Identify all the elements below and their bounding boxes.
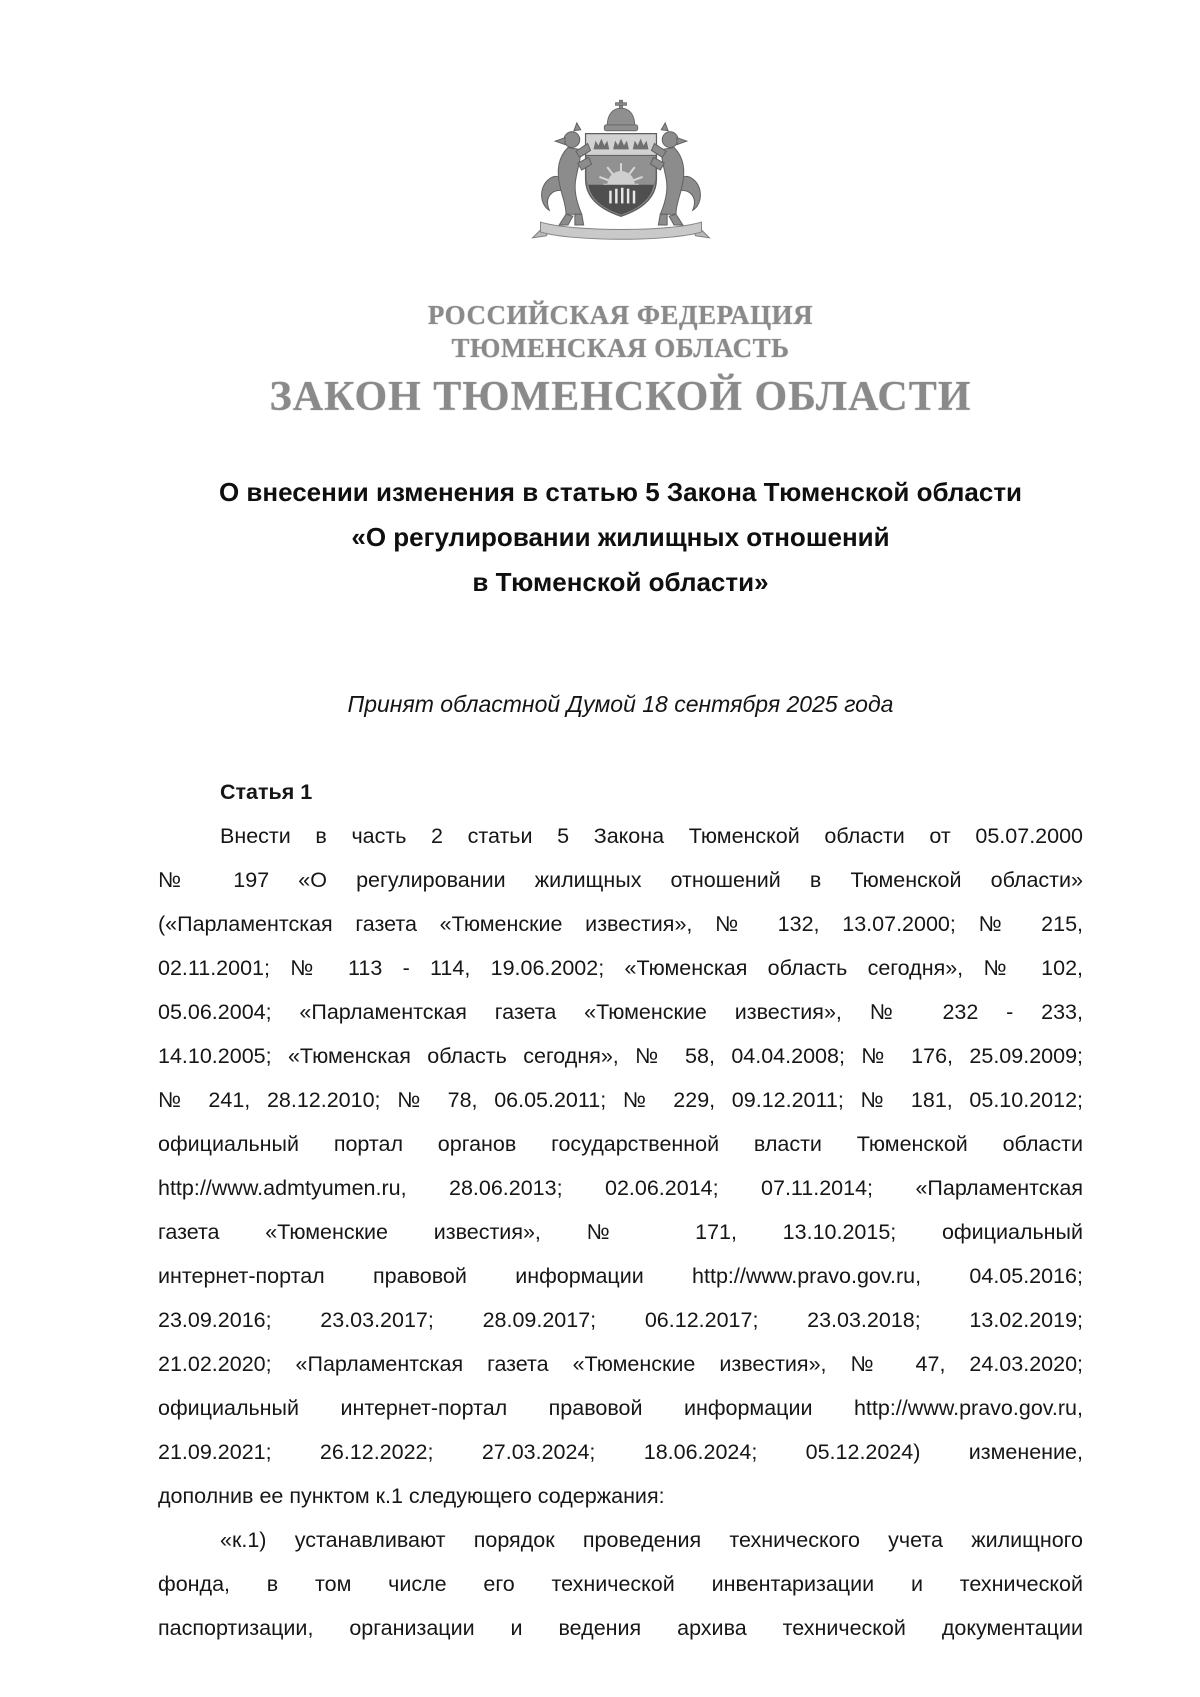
body-text-line: интернет-портал правовой информации http://www.pravo.gov.ru, 04.05.2016; (158, 1264, 1083, 1288)
body-text-line: 05.06.2004; «Парламентская газета «Тюменские известия», № 232 - 233, (158, 1000, 1083, 1024)
supporter-fox-left (541, 123, 591, 225)
body-text-line: 23.09.2016; 23.03.2017; 28.09.2017; 06.12.2017; 23.03.2018; 13.02.2019; (158, 1308, 1083, 1332)
body-text-line: 21.09.2021; 26.12.2022; 27.03.2024; 18.06.2024; 05.12.2024) изменение, (158, 1440, 1083, 1464)
document-title-line-2: «О регулировании жилищных отношений (351, 522, 890, 552)
coat-of-arms-tyumen-oblast (158, 0, 1083, 253)
header-country: РОССИЙСКАЯ ФЕДЕРАЦИЯ (427, 300, 814, 330)
supporter-fox-right (650, 123, 700, 225)
header-law-heading: ЗАКОН ТЮМЕНСКОЙ ОБЛАСТИ (269, 374, 972, 420)
coat-of-arms-icon (513, 98, 729, 248)
body-text-line: дополнив ее пунктом к.1 следующего содержания: (158, 1484, 665, 1508)
body-text-line: 21.02.2020; «Парламентская газета «Тюменские известия», № 47, 24.03.2020; (158, 1352, 1083, 1376)
body-text-line: фонда, в том числе его технической инвентаризации и технической (158, 1572, 1083, 1596)
body-text-line: № 197 «О регулировании жилищных отношений в Тюменской области» (158, 868, 1083, 892)
article-body (158, 770, 1083, 1650)
body-text-line: 14.10.2005; «Тюменская область сегодня», № 58, 04.04.2008; № 176, 25.09.2009; (158, 1044, 1083, 1068)
body-text-line: № 241, 28.12.2010; № 78, 06.05.2011; № 229, 09.12.2011; № 181, 05.10.2012; (158, 1088, 1083, 1112)
shield (585, 134, 656, 216)
three-crowns (593, 139, 648, 150)
body-text-line: официальный интернет-портал правовой информации http://www.pravo.gov.ru, (158, 1396, 1083, 1420)
body-text-line: газета «Тюменские известия», № 171, 13.10.2015; официальный (158, 1220, 1083, 1244)
adoption-line: Принят областной Думой 18 сентября 2025 года (347, 691, 894, 717)
document-title-line-1: О внесении изменения в статью 5 Закона Тюменской области (218, 477, 1023, 507)
body-text-line: Внести в часть 2 статьи 5 Закона Тюменской области от 05.07.2000 (220, 824, 1083, 848)
body-text-line: http://www.admtyumen.ru, 28.06.2013; 02.06.2014; 07.11.2014; «Парламентская (158, 1176, 1083, 1200)
header-region: ТЮМЕНСКАЯ ОБЛАСТЬ (451, 333, 790, 363)
body-text-line: «к.1) устанавливают порядок проведения технического учета жилищного (220, 1528, 1083, 1552)
crown-icon (604, 100, 637, 130)
body-text-line: паспортизации, организации и ведения архива технической документации (158, 1616, 1083, 1640)
body-lines-container (158, 814, 1083, 1650)
body-text-line: 02.11.2001; № 113 - 114, 19.06.2002; «Тюменская область сегодня», № 102, (158, 956, 1083, 980)
document-title (158, 470, 1083, 605)
body-text-line: официальный портал органов государственной власти Тюменской области (158, 1132, 1083, 1156)
body-text-line: («Парламентская газета «Тюменские известия», № 132, 13.07.2000; № 215, (158, 912, 1083, 936)
article-1-heading: Статья 1 (220, 780, 313, 804)
document-content (158, 0, 1083, 1650)
document-title-line-3: в Тюменской области» (472, 567, 769, 597)
